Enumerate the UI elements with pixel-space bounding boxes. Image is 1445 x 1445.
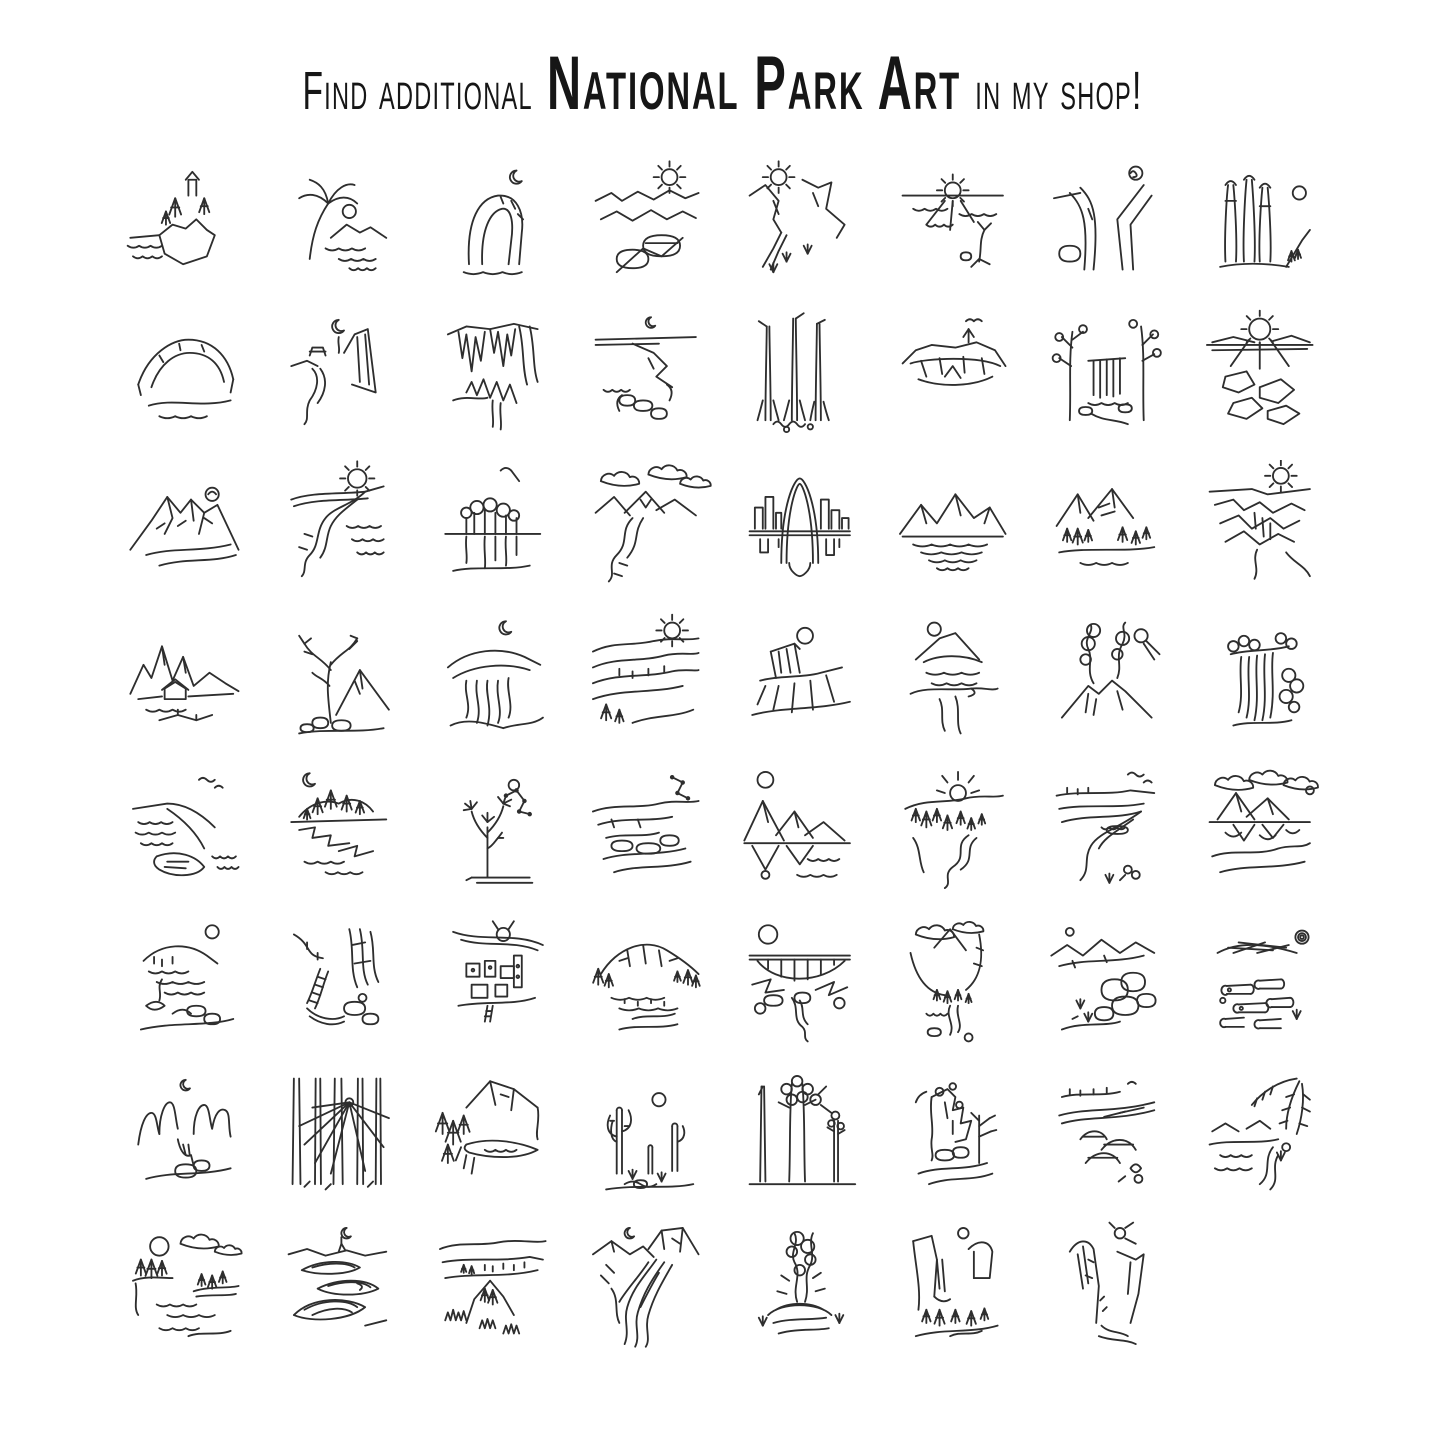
biscayne-sketch	[884, 156, 1022, 288]
bryce-canyon-sketch	[1191, 156, 1329, 288]
virgin-islands-sketch	[1191, 1068, 1329, 1200]
everglades-sketch	[424, 460, 562, 592]
black-canyon-of-the-gunnison-sketch	[1038, 156, 1176, 288]
yellowstone-sketch	[731, 1220, 869, 1352]
glacier-bay-sketch	[1038, 460, 1176, 592]
mount-rainier-sketch	[577, 916, 715, 1048]
badlands-sketch	[577, 156, 715, 288]
olympic-sketch	[1038, 916, 1176, 1048]
great-smoky-mountains-sketch	[577, 612, 715, 744]
poster-title	[275, 41, 1171, 126]
title-suffix: in my shop!	[975, 61, 1143, 121]
rocky-mountain-sketch	[424, 1068, 562, 1200]
shenandoah-sketch	[884, 1068, 1022, 1200]
theodore-roosevelt-sketch	[1038, 1068, 1176, 1200]
hawaii-volcanoes-sketch	[1038, 612, 1176, 744]
redwood-sketch	[270, 1068, 408, 1200]
cuyahoga-valley-sketch	[1038, 308, 1176, 440]
kobuk-valley-sketch	[1038, 764, 1176, 896]
joshua-tree-sketch	[424, 764, 562, 896]
grand-teton-sketch	[117, 612, 255, 744]
mesa-verde-sketch	[424, 916, 562, 1048]
arches-sketch	[424, 156, 562, 288]
crater-lake-sketch	[884, 308, 1022, 440]
indiana-dunes-sketch	[117, 764, 255, 896]
mammoth-cave-sketch	[270, 916, 408, 1048]
haleakala-sketch	[884, 612, 1022, 744]
kings-canyon-sketch	[884, 764, 1022, 896]
sequoia-sketch	[731, 1068, 869, 1200]
title-prefix: Find additional	[302, 61, 533, 121]
lake-clark-sketch	[1191, 764, 1329, 896]
wind-cave-sketch	[424, 1220, 562, 1352]
saguaro-sketch	[577, 1068, 715, 1200]
capitol-reef-sketch	[270, 308, 408, 440]
pinnacles-sketch	[117, 1068, 255, 1200]
death-valley-sketch	[1191, 308, 1329, 440]
hot-springs-sketch	[1191, 612, 1329, 744]
great-sand-dunes-sketch	[424, 612, 562, 744]
channel-islands-sketch	[577, 308, 715, 440]
american-samoa-sketch	[270, 156, 408, 288]
zion-sketch	[1038, 1220, 1176, 1352]
lassen-volcanic-sketch	[117, 916, 255, 1048]
congaree-sketch	[731, 308, 869, 440]
guadalupe-mountains-sketch	[731, 612, 869, 744]
great-basin-sketch	[270, 612, 408, 744]
grand-canyon-sketch	[1191, 460, 1329, 592]
isle-royale-sketch	[270, 764, 408, 896]
title-highlight: National Park Art	[546, 41, 962, 126]
voyageurs-sketch	[117, 1220, 255, 1352]
gateway-arch-sketch	[731, 460, 869, 592]
glacier-sketch	[884, 460, 1022, 592]
yosemite-sketch	[884, 1220, 1022, 1352]
katmai-sketch	[577, 764, 715, 896]
big-bend-sketch	[731, 156, 869, 288]
carlsbad-caverns-sketch	[424, 308, 562, 440]
petrified-forest-sketch	[1191, 916, 1329, 1048]
north-cascades-sketch	[884, 916, 1022, 1048]
sketch-grid	[117, 156, 1329, 1352]
canyonlands-sketch	[117, 308, 255, 440]
acadia-sketch	[117, 156, 255, 288]
dry-tortugas-sketch	[270, 460, 408, 592]
gates-of-the-arctic-sketch	[577, 460, 715, 592]
new-river-gorge-sketch	[731, 916, 869, 1048]
kenai-fjords-sketch	[731, 764, 869, 896]
white-sands-sketch	[270, 1220, 408, 1352]
wrangell-st-elias-sketch	[577, 1220, 715, 1352]
denali-sketch	[117, 460, 255, 592]
